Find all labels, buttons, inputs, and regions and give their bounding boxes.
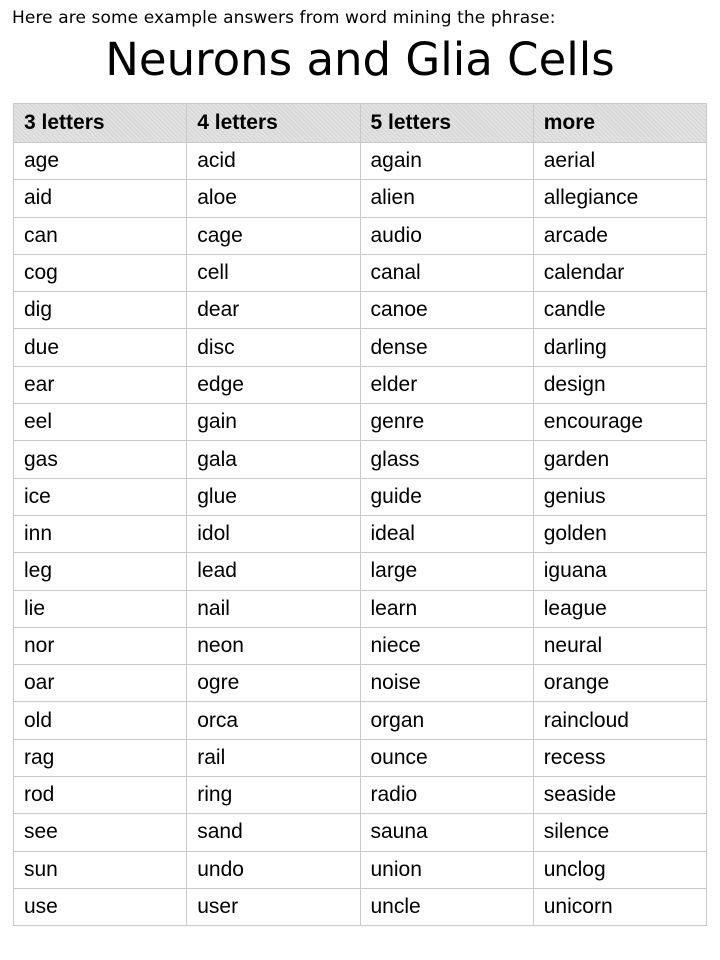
column-header: 4 letters	[187, 104, 360, 143]
table-cell: nail	[187, 590, 360, 627]
table-cell: dear	[187, 292, 360, 329]
table-cell: seaside	[533, 777, 706, 814]
table-cell: allegiance	[533, 180, 706, 217]
column-header: 3 letters	[14, 104, 187, 143]
table-cell: gala	[187, 441, 360, 478]
table-cell: due	[14, 329, 187, 366]
table-cell: silence	[533, 814, 706, 851]
table-row	[14, 777, 707, 814]
table-cell: garden	[533, 441, 706, 478]
table-cell: radio	[360, 777, 533, 814]
table-cell: edge	[187, 366, 360, 403]
table-cell: acid	[187, 143, 360, 180]
table-cell: see	[14, 814, 187, 851]
table-cell: lie	[14, 590, 187, 627]
table-row	[14, 665, 707, 702]
table-cell: cage	[187, 217, 360, 254]
table-row	[14, 329, 707, 366]
table-cell: glass	[360, 441, 533, 478]
table-cell: eel	[14, 404, 187, 441]
table-row	[14, 515, 707, 552]
table-cell: rod	[14, 777, 187, 814]
table-cell: cog	[14, 254, 187, 291]
table-cell: guide	[360, 478, 533, 515]
table-cell: orange	[533, 665, 706, 702]
table-cell: sand	[187, 814, 360, 851]
table-cell: dense	[360, 329, 533, 366]
table-cell: undo	[187, 851, 360, 888]
table-cell: gain	[187, 404, 360, 441]
table-cell: noise	[360, 665, 533, 702]
table-cell: old	[14, 702, 187, 739]
table-cell: large	[360, 553, 533, 590]
intro-text: Here are some example answers from word mining the phrase:	[12, 8, 556, 28]
table-row	[14, 292, 707, 329]
table-row	[14, 739, 707, 776]
table-cell: glue	[187, 478, 360, 515]
table-cell: golden	[533, 515, 706, 552]
table-row	[14, 478, 707, 515]
table-cell: nor	[14, 627, 187, 664]
table-row	[14, 404, 707, 441]
table-cell: neon	[187, 627, 360, 664]
page-title: Neurons and Glia Cells	[105, 33, 615, 86]
table-cell: league	[533, 590, 706, 627]
table-cell: encourage	[533, 404, 706, 441]
table-cell: sun	[14, 851, 187, 888]
table-cell: ear	[14, 366, 187, 403]
table-cell: niece	[360, 627, 533, 664]
table-cell: cell	[187, 254, 360, 291]
table-cell: raincloud	[533, 702, 706, 739]
table-cell: oar	[14, 665, 187, 702]
table-cell: aloe	[187, 180, 360, 217]
table-cell: canal	[360, 254, 533, 291]
table-cell: calendar	[533, 254, 706, 291]
table-cell: gas	[14, 441, 187, 478]
table-cell: unclog	[533, 851, 706, 888]
table-body	[14, 143, 707, 926]
column-header: 5 letters	[360, 104, 533, 143]
table-row	[14, 217, 707, 254]
table-cell: rail	[187, 739, 360, 776]
table-cell: arcade	[533, 217, 706, 254]
table-cell: genre	[360, 404, 533, 441]
table-cell: canoe	[360, 292, 533, 329]
table-cell: alien	[360, 180, 533, 217]
table-cell: inn	[14, 515, 187, 552]
table-cell: recess	[533, 739, 706, 776]
table-row	[14, 590, 707, 627]
table-cell: elder	[360, 366, 533, 403]
table-cell: genius	[533, 478, 706, 515]
table-cell: ice	[14, 478, 187, 515]
table-cell: disc	[187, 329, 360, 366]
table-row	[14, 254, 707, 291]
table-cell: aid	[14, 180, 187, 217]
table-row	[14, 441, 707, 478]
table-row	[14, 851, 707, 888]
table-row	[14, 553, 707, 590]
table-row	[14, 366, 707, 403]
table-cell: can	[14, 217, 187, 254]
table-cell: design	[533, 366, 706, 403]
table-cell: union	[360, 851, 533, 888]
table-cell: audio	[360, 217, 533, 254]
table-cell: aerial	[533, 143, 706, 180]
table-cell: unicorn	[533, 888, 706, 925]
table-cell: leg	[14, 553, 187, 590]
table-cell: age	[14, 143, 187, 180]
table-cell: again	[360, 143, 533, 180]
table-cell: dig	[14, 292, 187, 329]
table-cell: iguana	[533, 553, 706, 590]
table-cell: ogre	[187, 665, 360, 702]
table-row	[14, 702, 707, 739]
table-cell: orca	[187, 702, 360, 739]
header-row	[14, 104, 707, 143]
table-cell: learn	[360, 590, 533, 627]
table-cell: lead	[187, 553, 360, 590]
table-cell: idol	[187, 515, 360, 552]
table-cell: darling	[533, 329, 706, 366]
table-cell: sauna	[360, 814, 533, 851]
table-cell: use	[14, 888, 187, 925]
table-cell: rag	[14, 739, 187, 776]
table-cell: neural	[533, 627, 706, 664]
table-cell: ring	[187, 777, 360, 814]
table-cell: organ	[360, 702, 533, 739]
table-cell: ounce	[360, 739, 533, 776]
table-cell: ideal	[360, 515, 533, 552]
table-row	[14, 180, 707, 217]
table-cell: candle	[533, 292, 706, 329]
table-row	[14, 814, 707, 851]
table-row	[14, 627, 707, 664]
word-table	[13, 103, 707, 926]
table-row	[14, 888, 707, 925]
table-cell: user	[187, 888, 360, 925]
table-cell: uncle	[360, 888, 533, 925]
table-row	[14, 143, 707, 180]
column-header: more	[533, 104, 706, 143]
